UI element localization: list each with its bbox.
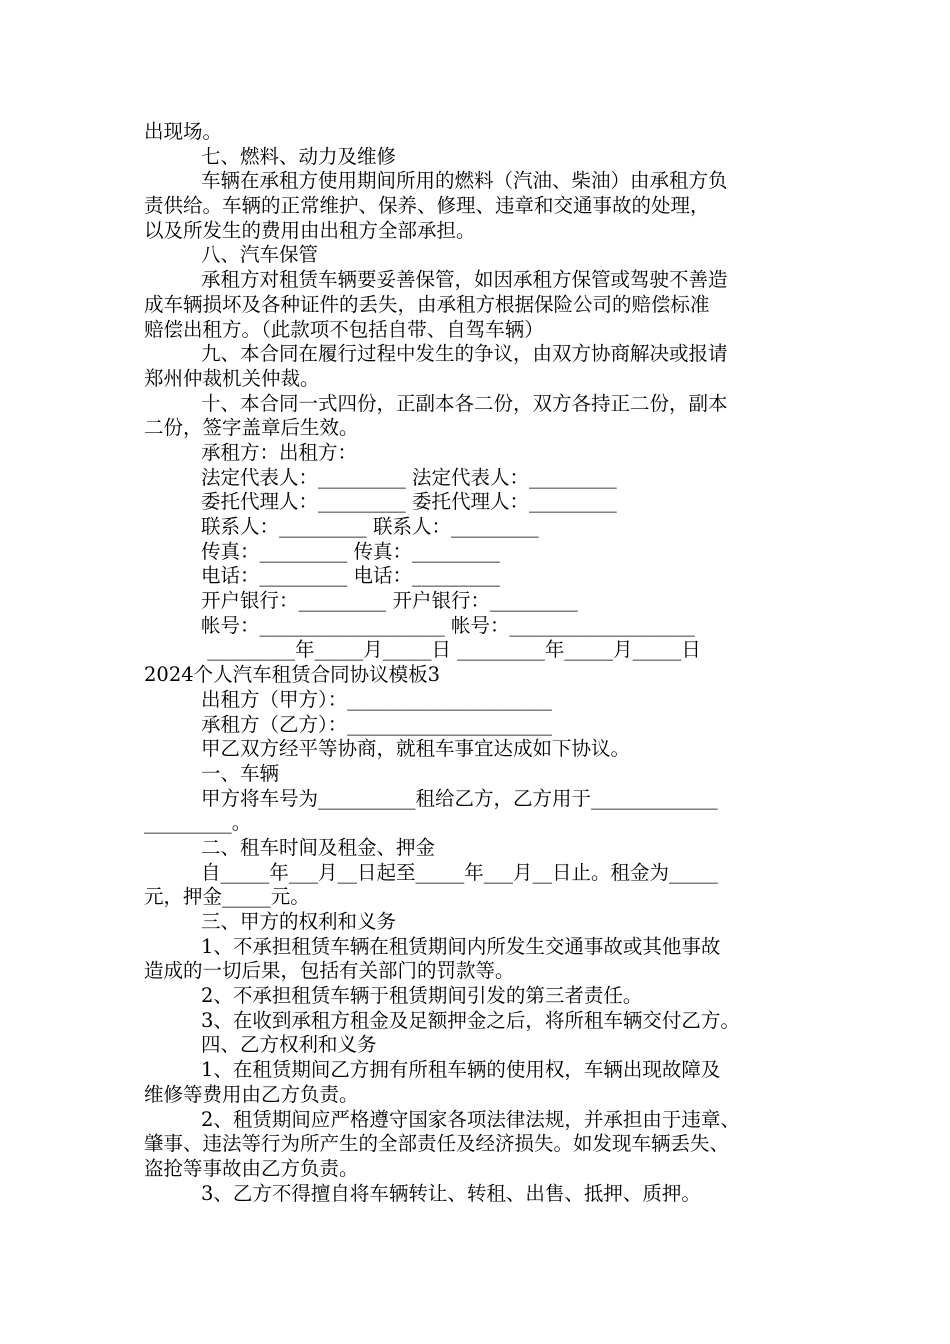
text-line: 3、在收到承租方租金及足额押金之后，将所租车辆交付乙方。 — [201, 1008, 740, 1032]
text-line: 肇事、违法等行为所产生的全部责任及经济损失。如发现车辆丢失、 — [144, 1132, 730, 1156]
text-line: 联系人：_________ 联系人：_________ — [201, 515, 539, 538]
text-line: 成车辆损坏及各种证件的丢失，由承租方根据保险公司的赔偿标准 — [144, 292, 710, 316]
text-line: 2024个人汽车租赁合同协议模板3 — [144, 663, 441, 687]
text-line: 三、甲方的权利和义务 — [201, 910, 397, 933]
text-line: 帐号：___________________ 帐号：___________________ — [201, 613, 695, 637]
text-line: 十、本合同一式四份，正副本各二份，双方各持正二份，副本 — [201, 391, 728, 415]
text-line: 自_____年___月__日起至_____年___月__日止。租金为_____ — [201, 860, 718, 884]
text-line: 法定代表人：_________ 法定代表人：_________ — [201, 465, 617, 489]
text-line: 责供给。车辆的正常维护、保养、修理、违章和交通事故的处理， — [144, 194, 710, 218]
text-line: 承租方：出租方： — [201, 440, 358, 464]
text-line: 2、租赁期间应严格遵守国家各项法律法规，并承担由于违章、 — [201, 1107, 740, 1131]
text-line: 传真：_________ 传真：_________ — [201, 539, 500, 563]
text-line: _________。 — [144, 811, 252, 835]
text-line: 二、租车时间及租金、押金 — [201, 835, 436, 859]
text-line: 开户银行：_________ 开户银行：_________ — [201, 589, 578, 613]
text-line: 维修等费用由乙方负责。 — [144, 1082, 359, 1106]
text-line: 以及所发生的费用由出租方全部承担。 — [144, 218, 476, 242]
text-line: 八、汽车保管 — [201, 243, 319, 267]
text-line: 承租方（乙方）：_____________________ — [201, 712, 553, 736]
text-line: 元，押金_____元。 — [144, 885, 310, 909]
text-line: 1、在租赁期间乙方拥有所租车辆的使用权，车辆出现故障及 — [201, 1058, 721, 1082]
text-line: _________年_____月_____日 _________年_____月_____日 — [201, 638, 701, 662]
text-line: 出租方（甲方）：_____________________ — [201, 687, 553, 711]
text-line: 3、乙方不得擅自将车辆转让、转租、出售、抵押、质押。 — [201, 1181, 701, 1205]
text-line: 2、不承担租赁车辆于租赁期间引发的第三者责任。 — [201, 984, 643, 1008]
text-line: 出现场。 — [144, 120, 223, 143]
text-line: 车辆在承租方使用期间所用的燃料（汽油、柴油）由承租方负 — [201, 169, 728, 193]
text-line: 一、车辆 — [201, 761, 280, 785]
text-line: 委托代理人：_________ 委托代理人：_________ — [201, 490, 617, 514]
text-line: 四、乙方权利和义务 — [201, 1033, 377, 1057]
text-line: 七、燃料、动力及维修 — [201, 144, 397, 168]
text-line: 电话：_________ 电话：_________ — [201, 564, 500, 588]
text-line: 承租方对租赁车辆要妥善保管，如因承租方保管或驾驶不善造 — [201, 268, 728, 292]
text-line: 甲方将车号为__________租给乙方，乙方用于_____________ — [201, 786, 718, 810]
text-line: 造成的一切后果，包括有关部门的罚款等。 — [144, 959, 515, 983]
document-body — [144, 120, 814, 1206]
text-line: 九、本合同在履行过程中发生的争议，由双方协商解决或报请 — [201, 342, 728, 366]
text-line: 甲乙双方经平等协商，就租车事宜达成如下协议。 — [201, 737, 631, 761]
text-line: 1、不承担租赁车辆在租赁期间内所发生交通事故或其他事故 — [201, 934, 721, 958]
text-line: 赔偿出租方。（此款项不包括自带、自驾车辆） — [144, 317, 544, 341]
text-line: 郑州仲裁机关仲裁。 — [144, 366, 320, 390]
text-line: 盗抢等事故由乙方负责。 — [144, 1156, 359, 1180]
text-line: 二份，签字盖章后生效。 — [144, 416, 359, 440]
